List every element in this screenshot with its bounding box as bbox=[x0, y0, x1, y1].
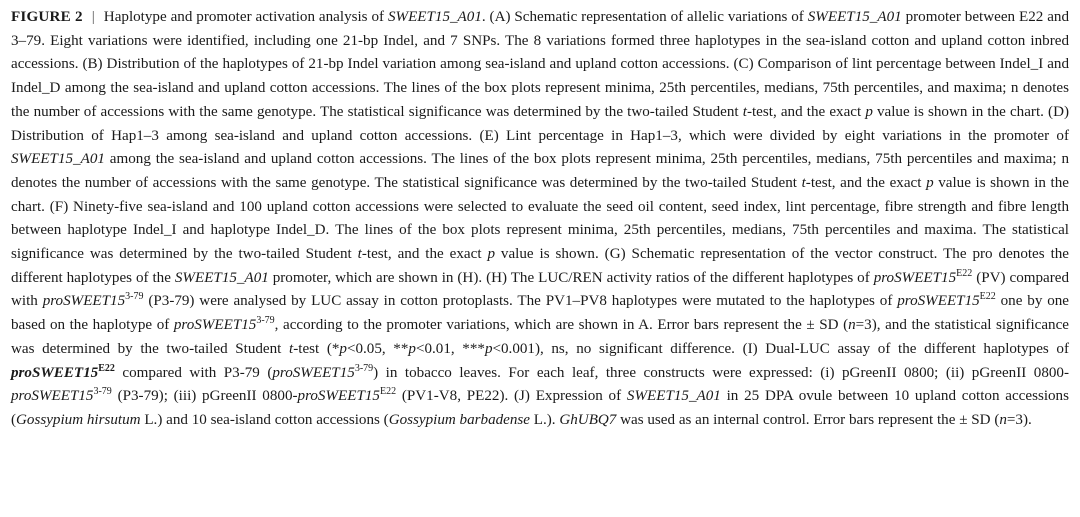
figure-caption bbox=[11, 6, 1069, 433]
caption-separator: | bbox=[91, 9, 95, 25]
figure-label: FIGURE 2 bbox=[11, 9, 83, 25]
caption-text: Haplotype and promoter activation analysis of SWEET15_A01. (A) Schematic representation of allelic variations of SWEET15_A01 promoter between E22 and 3–79. Eight variations were identified, including one 21-bp Indel, and 7 SNPs. The 8 variations formed three haplotypes in the sea-island cotton and upland cotton inbred accessions. (B) Distribution of the haplotypes of 21-bp Indel variation among sea-island and upland cotton accessions. (C) Comparison of lint percentage between Indel_I and Indel_D among the sea-island and upland cotton accessions. The lines of the box plots represent minima, 25th percentiles, medians, 75th percentiles, and maxima; n denotes the number of accessions with the same genotype. The statistical significance was determined by the two-tailed Student t-test, and the exact p value is shown in the chart. (D) Distribution of Hap1–3 among sea-island and upland cotton accessions. (E) Lint percentage in Hap1–3, which were divided by eight variations in the promoter of SWEET15_A01 among the sea-island and upland cotton accessions. The lines of the box plots represent minima, 25th percentiles, medians, 75th percentiles and maxima; n denotes the number of accessions with the same genotype. The statistical significance was determined by the two-tailed Student t-test, and the exact p value is shown in the chart. (F) Ninety-five sea-island and 100 upland cotton accessions were selected to evaluate the seed oil content, seed index, lint percentage, fibre strength and fibre length between haplotype Indel_I and haplotype Indel_D. The lines of the box plots represent minima, 25th percentiles, medians, 75th percentiles and maxima. The statistical significance was determined by the two-tailed Student t-test, and the exact p value is shown. (G) Schematic representation of the vector construct. The pro denotes the different haplotypes of the SWEET15_A01 promoter, which are shown in (H). (H) The LUC/REN activity ratios of the different haplotypes of $proSWEET15^{E22}$ (PV) compared with proSWEET15$^{3-79}$ (P3-79) were analysed by LUC assay in cotton protoplasts. The PV1–PV8 haplotypes were mutated to the haplotypes of $proSWEET15^{E22}$ one by one based on the haplotype of proSWEET15$^{3-79}$, according to the promoter variations, which are shown in A. Error bars represent the ± SD (n=3), and the statistical significance was determined by the two-tailed Student t-test (*p<0.05, **p<0.01, ***p<0.001), ns, no significant difference. (I) Dual-LUC assay of the different haplotypes of $proSWEET15^{E22}$ compared with P3-79 (proSWEET15$^{3-79}$) in tobacco leaves. For each leaf, three constructs were expressed: (i) pGreenII 0800; (ii) pGreenII 0800-proSWEET15$^{3-79}$ (P3-79); (iii) pGreenII $0800-proSWEET15^{E22}$ (PV1-V8, PE22). (J) Expression of SWEET15_A01 in 25 DPA ovule between 10 upland cotton accessions (Gossypium hirsutum L.) and 10 sea-island cotton accessions (Gossypium barbadense L.). GhUBQ7 was used as an internal control. Error bars represent the ± SD (n=3). bbox=[11, 9, 1070, 428]
